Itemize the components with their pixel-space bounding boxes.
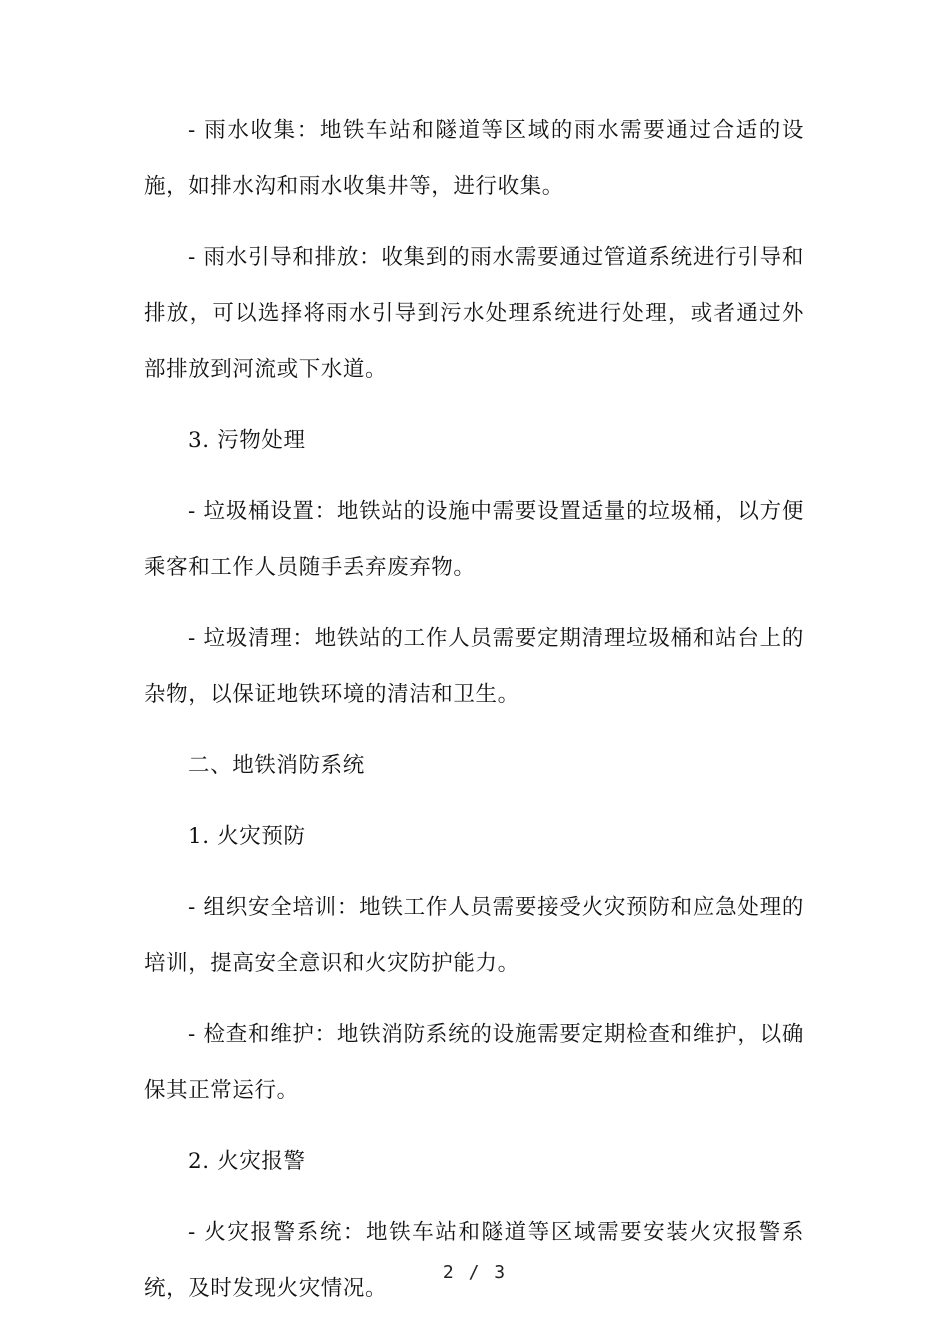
- chapter-heading-fire-system: 二、地铁消防系统: [188, 753, 365, 778]
- paragraph-rain-drainage: - 雨水引导和排放：收集到的雨水需要通过管道系统进行引导和排放，可以选择将雨水引导到污水处理系统进行处理，或者通过外部排放到河流或下水道。: [144, 245, 804, 382]
- paragraph-trash-bins: - 垃圾桶设置：地铁站的设施中需要设置适量的垃圾桶，以方便乘客和工作人员随手丢弃废弃物。: [144, 499, 804, 580]
- paragraph-inspection: - 检查和维护：地铁消防系统的设施需要定期检查和维护，以确保其正常运行。: [144, 1022, 804, 1103]
- page-number: 2 / 3: [442, 1262, 508, 1283]
- section-heading-fire-alarm: 2. 火灾报警: [188, 1149, 306, 1174]
- paragraph-trash-cleaning: - 垃圾清理：地铁站的工作人员需要定期清理垃圾桶和站台上的杂物，以保证地铁环境的清洁和卫生。: [144, 626, 804, 707]
- section-heading-waste: 3. 污物处理: [188, 428, 306, 453]
- paragraph-alarm-system: - 火灾报警系统：地铁车站和隧道等区域需要安装火灾报警系统，及时发现火灾情况。: [144, 1220, 804, 1301]
- document-body: [144, 103, 804, 1332]
- paragraph-safety-training: - 组织安全培训：地铁工作人员需要接受火灾预防和应急处理的培训，提高安全意识和火灾防护能力。: [144, 895, 804, 976]
- paragraph-rain-collection: - 雨水收集：地铁车站和隧道等区域的雨水需要通过合适的设施，如排水沟和雨水收集井等，进行收集。: [144, 118, 804, 199]
- section-heading-fire-prevention: 1. 火灾预防: [188, 824, 306, 849]
